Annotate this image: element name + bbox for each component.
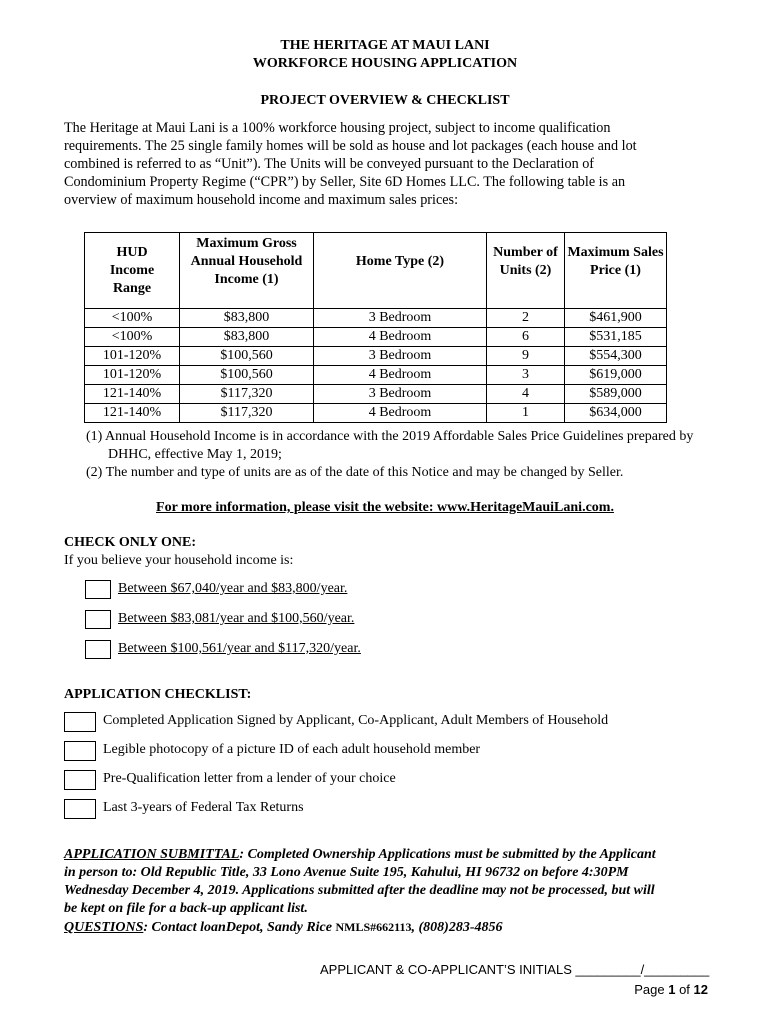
income-option-checkbox-2[interactable] <box>85 610 111 629</box>
table-row <box>85 366 667 385</box>
cell-income: $100,560 <box>180 347 314 366</box>
checklist-item: Pre-Qualification letter from a lender of your choice <box>103 771 396 786</box>
cell-range: <100% <box>85 309 180 328</box>
income-option-label: Between $83,081/year and $100,560/year. <box>118 611 355 626</box>
table-header-row <box>85 233 667 309</box>
submittal-line: be kept on file for a back-up applicant list. <box>64 901 308 916</box>
cell-income: $83,800 <box>180 328 314 347</box>
table-note-2: (2) The number and type of units are as of the date of this Notice and may be changed by Seller. <box>86 465 624 480</box>
cell-units: 1 <box>487 404 565 423</box>
doc-title-line2: WORKFORCE HOUSING APPLICATION <box>252 56 518 71</box>
table-row <box>85 328 667 347</box>
cell-units: 6 <box>487 328 565 347</box>
income-price-table <box>84 232 667 423</box>
checklist-checkbox-1[interactable] <box>64 712 96 732</box>
header-number-units: Number of Units (2) <box>487 233 565 309</box>
table-row <box>85 309 667 328</box>
cell-range: 101-120% <box>85 347 180 366</box>
check-one-heading: CHECK ONLY ONE: <box>64 535 196 550</box>
header-max-price: Maximum Sales Price (1) <box>565 233 667 309</box>
cell-price: $619,000 <box>565 366 667 385</box>
doc-title-line1: THE HERITAGE AT MAUI LANI <box>280 38 490 53</box>
income-option-checkbox-1[interactable] <box>85 580 111 599</box>
submittal-block <box>64 846 724 937</box>
checklist-heading: APPLICATION CHECKLIST: <box>64 687 252 702</box>
header-max-income: Maximum Gross Annual Household Income (1) <box>180 233 314 309</box>
phone-number: , (808)283-4856 <box>411 920 503 935</box>
table-row <box>85 347 667 366</box>
cell-price: $531,185 <box>565 328 667 347</box>
cell-price: $634,000 <box>565 404 667 423</box>
header-hud-income-range: HUD Income Range <box>85 233 180 309</box>
overview-line: The Heritage at Maui Lani is a 100% workforce housing project, subject to income qualification <box>64 120 611 136</box>
section-title: PROJECT OVERVIEW & CHECKLIST <box>260 93 510 108</box>
checklist-checkbox-2[interactable] <box>64 741 96 761</box>
cell-range: <100% <box>85 328 180 347</box>
income-option-label: Between $67,040/year and $83,800/year. <box>118 581 348 596</box>
cell-range: 101-120% <box>85 366 180 385</box>
overview-line: combined is referred to as “Unit”). The Units will be conveyed pursuant to the Declaration of <box>64 156 595 172</box>
cell-income: $100,560 <box>180 366 314 385</box>
overview-line: overview of maximum household income and maximum sales prices: <box>64 192 459 208</box>
header-home-type: Home Type (2) <box>314 233 487 309</box>
cell-units: 2 <box>487 309 565 328</box>
cell-units: 4 <box>487 385 565 404</box>
questions-line: QUESTIONS: Contact loanDepot, Sandy Rice NMLS#662113, (808)283-4856 <box>64 920 503 935</box>
cell-type: 3 Bedroom <box>314 347 487 366</box>
cell-type: 4 Bedroom <box>314 328 487 347</box>
cell-price: $589,000 <box>565 385 667 404</box>
cell-price: $461,900 <box>565 309 667 328</box>
cell-units: 3 <box>487 366 565 385</box>
cell-type: 3 Bedroom <box>314 385 487 404</box>
cell-type: 3 Bedroom <box>314 309 487 328</box>
cell-income: $117,320 <box>180 385 314 404</box>
income-option-label: Between $100,561/year and $117,320/year. <box>118 641 361 656</box>
table-note-1: (1) Annual Household Income is in accordance with the 2019 Affordable Sales Price Guidelines prepared by DHHC, effective May 1, 2019; <box>86 429 694 462</box>
cell-range: 121-140% <box>85 404 180 423</box>
overview-paragraph <box>64 119 714 209</box>
income-option-checkbox-3[interactable] <box>85 640 111 659</box>
cell-income: $117,320 <box>180 404 314 423</box>
checklist-item: Legible photocopy of a picture ID of each adult household member <box>103 742 481 757</box>
cell-type: 4 Bedroom <box>314 366 487 385</box>
questions-label: QUESTIONS <box>64 920 144 935</box>
checklist-checkbox-3[interactable] <box>64 770 96 790</box>
cell-price: $554,300 <box>565 347 667 366</box>
cell-type: 4 Bedroom <box>314 404 487 423</box>
cell-income: $83,800 <box>180 309 314 328</box>
check-one-prompt: If you believe your household income is: <box>64 553 294 568</box>
submittal-line: Wednesday December 4, 2019. Applications submitted after the deadline may not be processed, but will <box>64 883 655 898</box>
checklist-checkbox-4[interactable] <box>64 799 96 819</box>
page-number: Page 1 of 12 <box>634 982 708 997</box>
overview-line: requirements. The 25 single family homes will be sold as house and lot packages (each house and lot <box>64 138 637 154</box>
cell-units: 9 <box>487 347 565 366</box>
submittal-line: APPLICATION SUBMITTAL: Completed Ownership Applications must be submitted by the Applicant <box>64 847 656 862</box>
initials-line: APPLICANT & CO-APPLICANT’S INITIALS _________/_________ <box>320 962 710 977</box>
nmls-number: NMLS#662113 <box>335 920 412 934</box>
checklist-item: Completed Application Signed by Applicant, Co-Applicant, Adult Members of Household <box>103 713 609 728</box>
overview-line: Condominium Property Regime (“CPR”) by Seller, Site 6D Homes LLC. The following table is an <box>64 174 626 190</box>
submittal-line: in person to: Old Republic Title, 33 Lono Avenue Suite 195, Kahului, HI 96732 on before 4:30PM <box>64 865 629 880</box>
submittal-label: APPLICATION SUBMITTAL <box>64 847 240 862</box>
table-row <box>85 404 667 423</box>
checklist-item: Last 3-years of Federal Tax Returns <box>103 800 304 815</box>
table-row <box>85 385 667 404</box>
website-link[interactable]: For more information, please visit the website: www.HeritageMauiLani.com. <box>156 500 614 515</box>
cell-range: 121-140% <box>85 385 180 404</box>
